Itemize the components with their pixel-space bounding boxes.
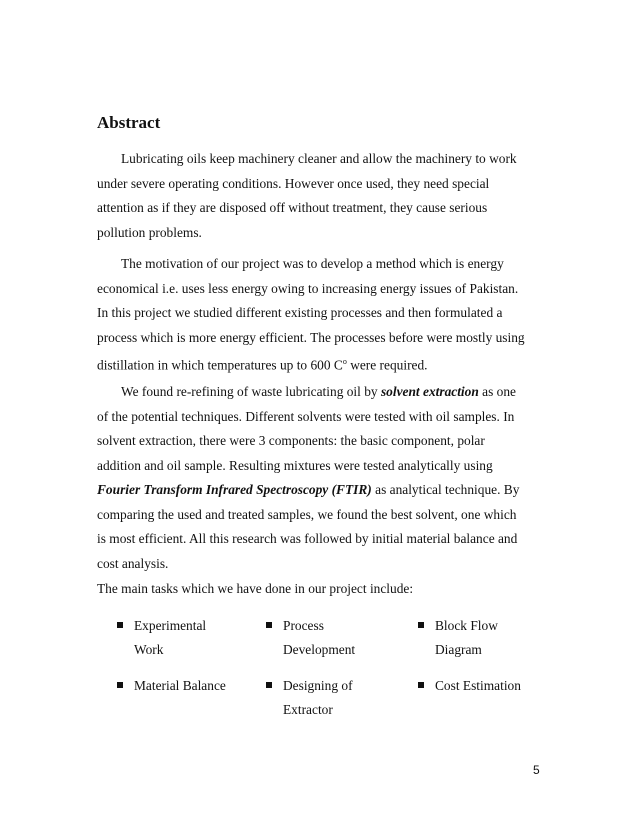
text-run: were required. (346, 357, 428, 373)
paragraph-line: cost analysis. (97, 555, 169, 571)
paragraph-line: under severe operating conditions. However once used, they need special (97, 175, 490, 191)
task-label-line: Experimental (134, 618, 207, 633)
square-bullet-icon (117, 622, 123, 628)
task-label (435, 674, 521, 698)
emphasis-text: Fourier Transform Infrared Spectroscopy (FTIR) (97, 482, 372, 497)
paragraph-line: attention as if they are disposed off without treatment, they cause serious (97, 200, 488, 215)
square-bullet-icon (266, 682, 272, 688)
task-label-line: Process (283, 618, 324, 633)
paragraph-line: pollution problems. (97, 224, 202, 240)
paragraph-line: comparing the used and treated samples, we found the best solvent, one which (97, 506, 517, 522)
task-label-line: Block Flow (435, 618, 498, 633)
text-run: as one (478, 384, 516, 399)
emphasis-text: solvent extraction (380, 384, 479, 399)
text-run: We found re-refining of waste lubricating oil by (121, 384, 381, 399)
square-bullet-icon (266, 622, 272, 628)
paragraph-line: is most efficient. All this research was followed by initial material balance and (97, 531, 518, 546)
square-bullet-icon (418, 622, 424, 628)
square-bullet-icon (117, 682, 123, 688)
paragraph-line: Lubricating oils keep machinery cleaner and allow the machinery to work (121, 151, 517, 166)
task-label-line: Cost Estimation (435, 678, 521, 693)
page-number: 5 (533, 763, 540, 777)
paragraph-line: of the potential techniques. Different solvents were tested with oil samples. In (97, 408, 515, 424)
paragraph-line: economical i.e. uses less energy owing to increasing energy issues of Pakistan. (97, 280, 519, 296)
paragraph-line: In this project we studied different existing processes and then formulated a (97, 305, 503, 320)
task-label-line: Material Balance (134, 678, 226, 693)
task-label (134, 614, 206, 662)
text-run: as analytical technique. By (371, 482, 520, 497)
paragraph-line: solvent extraction, there were 3 components: the basic component, polar (97, 433, 485, 448)
task-label (435, 614, 498, 662)
task-label (283, 674, 353, 722)
paragraph-line: addition and oil sample. Resulting mixtures were tested analytically using (97, 457, 493, 473)
abstract-heading: Abstract (97, 113, 161, 132)
paragraph-line: The main tasks which we have done in our project include: (97, 581, 414, 596)
task-label-line: Work (134, 642, 164, 657)
paragraph-line: process which is more energy efficient. The processes before were mostly using (97, 329, 525, 345)
task-label (283, 614, 355, 662)
text-run: distillation in which temperatures up to 600 C (97, 357, 343, 373)
square-bullet-icon (418, 682, 424, 688)
task-label-line: Development (283, 642, 356, 657)
task-label-line: Designing of (283, 678, 353, 693)
paragraph-line: The motivation of our project was to develop a method which is energy (121, 256, 504, 271)
task-label (134, 674, 226, 698)
superscript: o (342, 357, 347, 366)
task-label-line: Extractor (283, 702, 333, 717)
task-label-line: Diagram (435, 642, 482, 657)
